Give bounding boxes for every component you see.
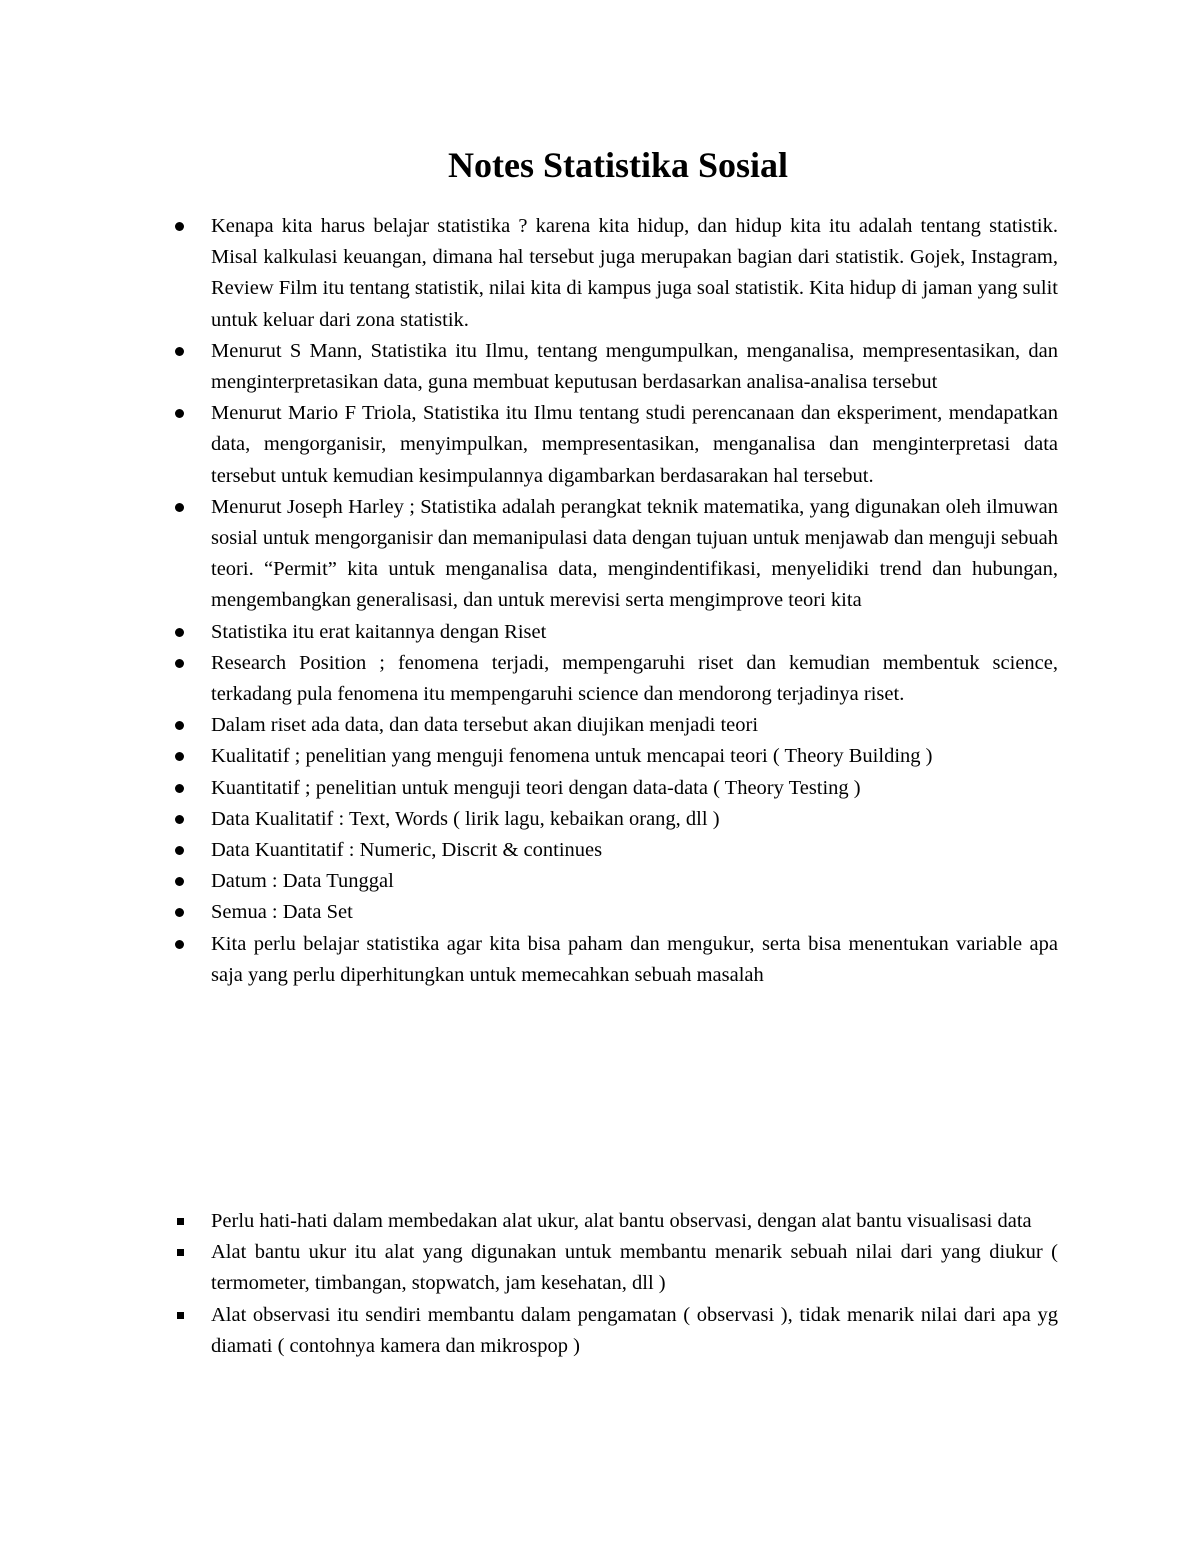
round-bullet-icon [175,940,184,949]
list-item-text: Datum : Data Tunggal [211,870,394,893]
round-bullet-icon [175,409,184,418]
list-item-text: Kuantitatif ; penelitian untuk menguji teori dengan data-data ( Theory Testing ) [211,776,861,799]
list-item [211,929,1058,991]
list-item-text: Menurut Joseph Harley ; Statistika adalah perangkat teknik matematika, yang digunakan oleh ilmuwan sosial untuk mengorganisir dan memanipulasi data dengan tujuan untuk menjawab dan menguji sebuah teori. “Permit” kita untuk menganalisa data, mengindentifikasi, menyelidiki trend dan hubungan, mengembangkan generalisasi, dan untuk merevisi serta mengimprove teori kita [211,495,1058,612]
round-bullet-icon [175,628,184,637]
list-item [211,835,1058,866]
list-item [211,804,1058,835]
round-bullet-icon [175,877,184,886]
list-item-text: Menurut Mario F Triola, Statistika itu Ilmu tentang studi perencanaan dan eksperiment, mendapatkan data, mengorganisir, menyimpulkan, mempresentasikan, menganalisa dan menginterpretasi data tersebut untuk kemudian kesimpulannya digambarkan berdasarakan hal tersebut. [211,402,1058,487]
list-item [211,773,1058,804]
list-item [211,336,1058,398]
square-bullet-icon [177,1312,184,1319]
round-bullet-icon [175,347,184,356]
square-bullet-icon [177,1218,184,1225]
round-bullet-icon [175,908,184,917]
list-item-text: Data Kuantitatif : Numeric, Discrit & continues [211,839,603,862]
round-bullet-icon [175,784,184,793]
round-bullet-icon [175,503,184,512]
list-item [211,211,1058,336]
list-item-text: Alat bantu ukur itu alat yang digunakan untuk membantu menarik sebuah nilai dari yang diukur ( termometer, timbangan, stopwatch, jam kesehatan, dll ) [211,1241,1058,1295]
round-bullet-icon [175,659,184,668]
list-item [211,617,1058,648]
list-item [211,492,1058,617]
round-bullet-icon [175,815,184,824]
list-item-text: Research Position ; fenomena terjadi, mempengaruhi riset dan kemudian membentuk science, terkadang pula fenomena itu mempengaruhi science dan mendorong terjadinya riset. [211,651,1058,706]
list-item [211,710,1058,741]
list-item-text: Menurut S Mann, Statistika itu Ilmu, tentang mengumpulkan, menganalisa, mempresentasikan, dan menginterpretasikan data, guna membuat keputusan berdasarkan analisa-analisa tersebut [211,339,1058,394]
list-item [211,897,1058,928]
list-item-text: Kenapa kita harus belajar statistika ? karena kita hidup, dan hidup kita itu adalah tentang statistik. Misal kalkulasi keuangan, dimana hal tersebut juga merupakan bagian dari statistik. Gojek, Instagram, Review Film itu tentang statistik, nilai kita di kampus juga soal statistik. Kita hidup di jaman yang sulit untuk keluar dari zona statistik. [211,215,1058,331]
list-item-text: Alat observasi itu sendiri membantu dalam pengamatan ( observasi ), tidak menarik nilai dari apa yg diamati ( contohnya kamera dan mikrospop ) [211,1303,1058,1357]
notes-list-primary [211,211,1058,991]
list-item-text: Kita perlu belajar statistika agar kita bisa paham dan mengukur, serta bisa menentukan variable apa saja yang perlu diperhitungkan untuk memecahkan sebuah masalah [211,932,1058,986]
square-bullet-icon [177,1249,184,1256]
round-bullet-icon [175,222,184,231]
list-item [211,398,1058,492]
list-item [211,741,1058,772]
list-item-text: Perlu hati-hati dalam membedakan alat ukur, alat bantu observasi, dengan alat bantu visualisasi data [211,1210,1032,1232]
list-item-text: Kualitatif ; penelitian yang menguji fenomena untuk mencapai teori ( Theory Building ) [211,745,933,768]
round-bullet-icon [175,846,184,855]
round-bullet-icon [175,752,184,761]
list-item [211,1300,1058,1362]
page-title: Notes Statistika Sosial [447,145,789,185]
list-item-text: Semua : Data Set [211,901,353,924]
list-item-text: Dalam riset ada data, dan data tersebut akan diujikan menjadi teori [211,714,759,737]
list-item-text: Statistika itu erat kaitannya dengan Riset [211,620,547,643]
list-item [211,648,1058,710]
round-bullet-icon [175,721,184,730]
list-item [211,1206,1058,1237]
list-item-text: Data Kualitatif : Text, Words ( lirik lagu, kebaikan orang, dll ) [211,807,720,830]
list-item [211,1237,1058,1299]
list-item [211,866,1058,897]
notes-list-secondary [211,1206,1058,1362]
